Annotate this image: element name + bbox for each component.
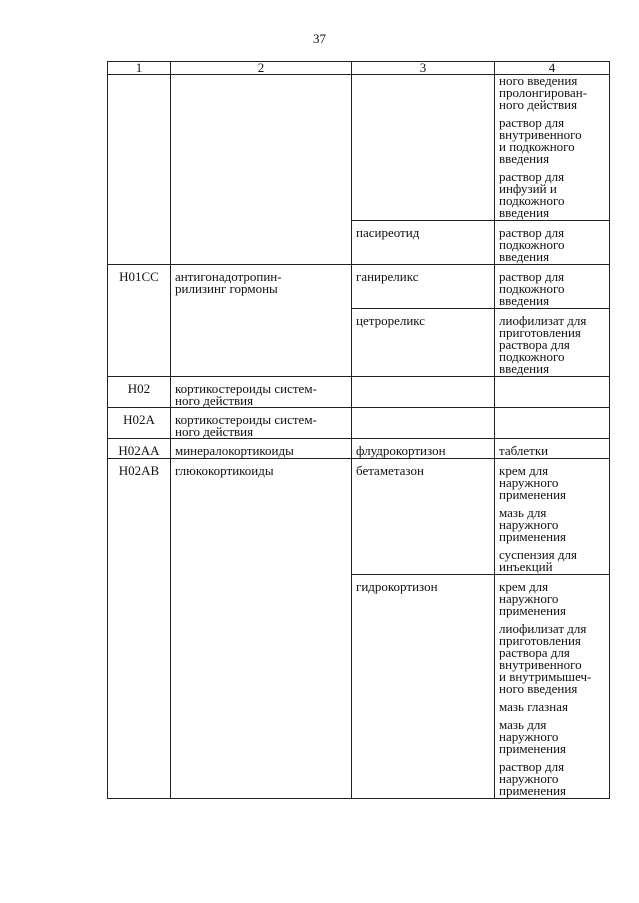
atc-code-cell: H02 <box>108 377 171 408</box>
dosage-forms-cell <box>495 309 610 377</box>
drug-cell: гидрокортизон <box>352 575 495 799</box>
dosage-forms-cell <box>495 575 610 799</box>
dosage-form: раствор для подкожного введения <box>499 269 565 308</box>
atc-code-cell <box>108 75 171 265</box>
group-name: кортикостероиды систем- ного действия <box>175 381 317 408</box>
group-name: антигонадотропин- рилизинг гормоны <box>175 269 282 296</box>
group-cell <box>171 459 352 799</box>
drug-cell <box>352 75 495 221</box>
atc-code-cell: H02AB <box>108 459 171 799</box>
dosage-form: лиофилизат для приготовления раствора для подкожного введения <box>499 313 587 376</box>
drug-cell <box>352 408 495 439</box>
header-col-2: 2 <box>171 62 352 75</box>
atc-code-cell: H02A <box>108 408 171 439</box>
dosage-forms-cell <box>495 459 610 575</box>
dosage-form: лиофилизат для приготовления раствора для внутривенного и внутримышеч- ного введения <box>499 621 592 696</box>
drug-cell: бетаметазон <box>352 459 495 575</box>
group-name: кортикостероиды систем- ного действия <box>175 412 317 439</box>
dosage-form: мазь глазная <box>499 699 568 714</box>
dosage-forms-cell <box>495 408 610 439</box>
table-row <box>108 265 610 309</box>
group-cell <box>171 377 352 408</box>
dosage-forms-cell <box>495 439 610 459</box>
dosage-forms-cell <box>495 377 610 408</box>
group-cell <box>171 75 352 265</box>
dosage-form: раствор для подкожного введения <box>499 225 565 264</box>
group-cell <box>171 265 352 377</box>
drug-cell: цетрореликс <box>352 309 495 377</box>
table-row <box>108 439 610 459</box>
group-cell <box>171 408 352 439</box>
group-cell <box>171 439 352 459</box>
table-row <box>108 408 610 439</box>
dosage-form: ного введения пролонгирован- ного действия <box>499 73 588 112</box>
atc-code-cell: H01CC <box>108 265 171 377</box>
drug-cell: флудрокортизон <box>352 439 495 459</box>
table-row <box>108 377 610 408</box>
table-row <box>108 75 610 221</box>
dosage-form: крем для наружного применения <box>499 463 567 502</box>
drug-cell: ганиреликс <box>352 265 495 309</box>
dosage-form: раствор для инфузий и подкожного введения <box>499 169 565 220</box>
drug-cell <box>352 377 495 408</box>
dosage-form: раствор для внутривенного и подкожного введения <box>499 115 582 166</box>
dosage-form: раствор для наружного применения <box>499 759 567 798</box>
dosage-forms-cell <box>495 75 610 221</box>
dosage-form: таблетки <box>499 443 549 458</box>
header-col-1: 1 <box>108 62 171 75</box>
header-col-3: 3 <box>352 62 495 75</box>
drug-cell: пасиреотид <box>352 221 495 265</box>
dosage-form: крем для наружного применения <box>499 579 567 618</box>
dosage-forms-cell <box>495 221 610 265</box>
table-body <box>108 75 610 799</box>
group-name: минералокортикоиды <box>175 443 294 458</box>
table-row <box>108 459 610 575</box>
dosage-forms-cell <box>495 265 610 309</box>
dosage-form: мазь для наружного применения <box>499 505 567 544</box>
page-number: 37 <box>313 31 326 46</box>
group-name: глюкокортикоиды <box>175 463 274 478</box>
dosage-form: мазь для наружного применения <box>499 717 567 756</box>
drug-table <box>107 61 610 799</box>
atc-code-cell: H02AA <box>108 439 171 459</box>
header-col-4: 4 <box>495 62 610 75</box>
dosage-form: суспензия для инъекций <box>499 547 577 574</box>
